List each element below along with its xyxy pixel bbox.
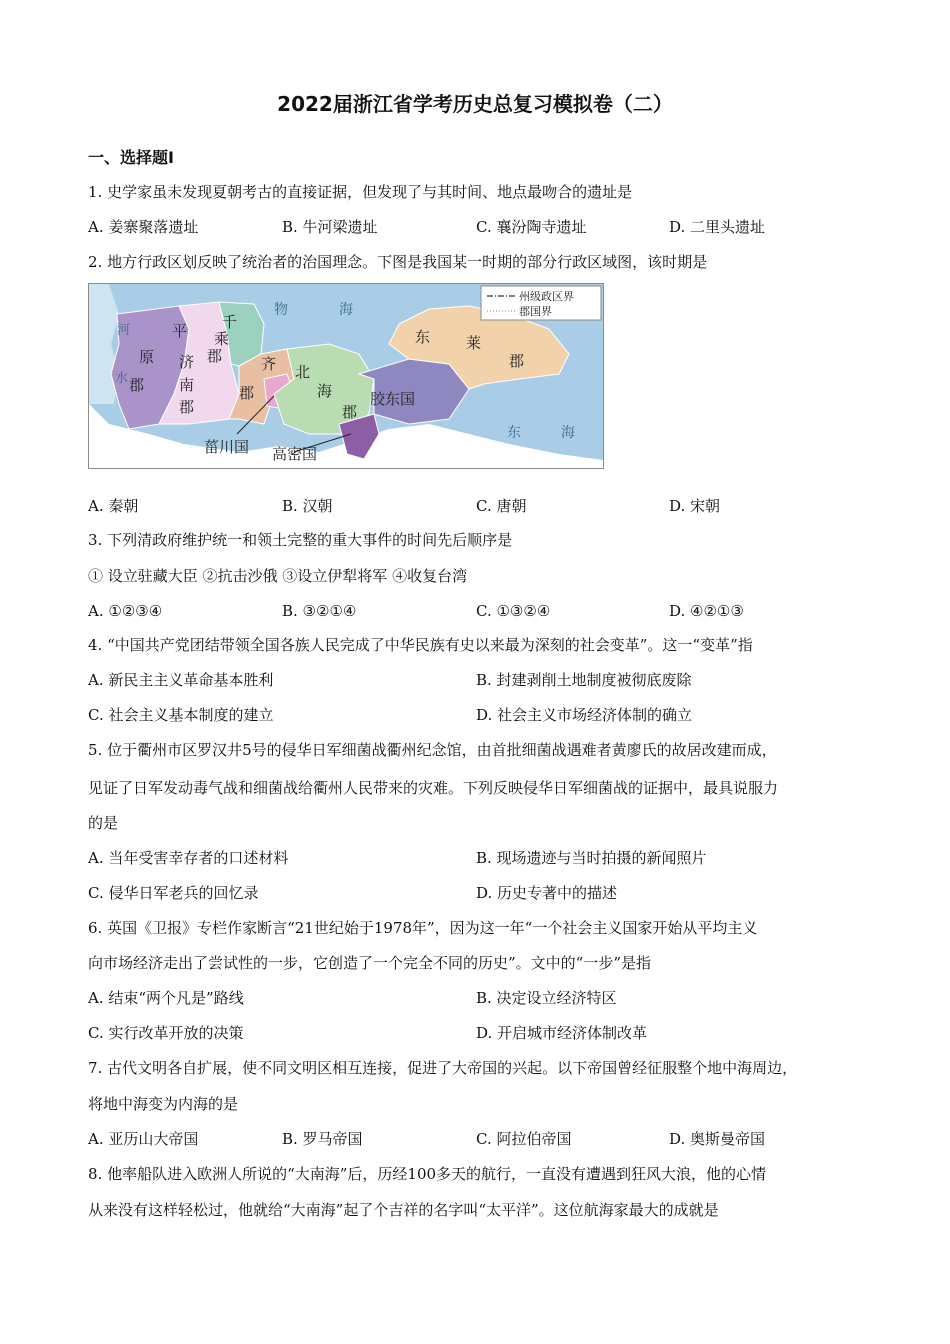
q1-option-a[interactable]: A. 姜寨聚落遗址 <box>88 218 199 236</box>
label-donghai-1: 东 <box>507 425 521 441</box>
label-qiancheng-2: 乘 <box>214 330 230 348</box>
q1-option-d[interactable]: D. 二里头遗址 <box>669 218 766 236</box>
label-bohai-2: 海 <box>339 302 353 318</box>
question-5-stem-1: 5. 位于衢州市区罗汉井5号的侵华日军细菌战衢州纪念馆，由首批细菌战遇难者黄廖氏的故居改建而成， <box>88 741 777 759</box>
question-8-stem-2: 从来没有这样轻松过，他就给“大南海”起了个吉祥的名字叫“太平洋”。这位航海家最大的成就是 <box>88 1201 719 1219</box>
question-4-stem: 4. “中国共产党团结带领全国各族人民完成了中华民族有史以来最为深刻的社会变革”。这一“变革”指 <box>88 636 753 654</box>
q5-option-b[interactable]: B. 现场遗迹与当时拍摄的新闻照片 <box>476 849 707 867</box>
label-beihai-1: 北 <box>295 363 311 381</box>
label-beihai-2: 海 <box>317 382 333 400</box>
q1-option-b[interactable]: B. 牛河梁遗址 <box>282 218 378 236</box>
q2-option-b[interactable]: B. 汉朝 <box>282 497 333 515</box>
q4-option-c[interactable]: C. 社会主义基本制度的建立 <box>88 706 274 724</box>
question-5-stem-2: 见证了日军发动毒气战和细菌战给衢州人民带来的灾难。下列反映侵华日军细菌战的证据中，最具说服力 <box>88 779 779 797</box>
q3-option-b[interactable]: B. ③②①④ <box>282 602 357 620</box>
admin-region-map <box>88 283 604 469</box>
q6-option-c[interactable]: C. 实行改革开放的决策 <box>88 1024 244 1042</box>
question-1-stem: 1. 史学家虽未发现夏朝考古的直接证据，但发现了与其时间、地点最吻合的遗址是 <box>88 183 633 201</box>
q3-option-c[interactable]: C. ①③②④ <box>476 602 551 620</box>
question-5-stem-3: 的是 <box>88 814 119 832</box>
q6-option-a[interactable]: A. 结束“两个凡是”路线 <box>88 989 244 1007</box>
label-jinan-3: 郡 <box>179 398 195 416</box>
q6-option-d[interactable]: D. 开启城市经济体制改革 <box>476 1024 648 1042</box>
label-donglai-3: 郡 <box>509 352 525 370</box>
q1-option-c[interactable]: C. 襄汾陶寺遗址 <box>476 218 587 236</box>
q5-option-a[interactable]: A. 当年受害幸存者的口述材料 <box>88 849 289 867</box>
q5-option-c[interactable]: C. 侵华日军老兵的回忆录 <box>88 884 259 902</box>
q7-option-a[interactable]: A. 亚历山大帝国 <box>88 1130 199 1148</box>
label-qi-2: 郡 <box>239 384 255 402</box>
q6-option-b[interactable]: B. 决定设立经济特区 <box>476 989 617 1007</box>
doc-title: 2022届浙江省学考历史总复习模拟卷（二） <box>277 92 673 116</box>
label-pingyuan-1: 平 <box>172 322 188 340</box>
label-donghai-2: 海 <box>561 425 575 441</box>
label-jiaodong: 胶东国 <box>370 390 416 408</box>
label-river-1: 河 <box>117 323 131 338</box>
label-pingyuan-2: 原 <box>139 348 155 366</box>
label-qiancheng-1: 千 <box>222 313 238 331</box>
q7-option-b[interactable]: B. 罗马帝国 <box>282 1130 363 1148</box>
label-jinan-2: 南 <box>179 376 195 394</box>
label-donglai-2: 莱 <box>466 334 482 352</box>
label-bohai-1: 物 <box>274 302 288 318</box>
label-qiancheng-3: 郡 <box>207 347 223 365</box>
q2-option-d[interactable]: D. 宋朝 <box>669 497 721 515</box>
legend-commandery-border: 郡国界 <box>519 305 552 318</box>
q2-option-c[interactable]: C. 唐朝 <box>476 497 527 515</box>
label-beihai-3: 郡 <box>342 403 358 421</box>
question-2-stem: 2. 地方行政区划反映了统治者的治国理念。下图是我国某一时期的部分行政区域图，该时期是 <box>88 253 708 271</box>
label-river-2: 水 <box>115 371 129 386</box>
label-qi-1: 齐 <box>261 355 277 373</box>
label-pingyuan-3: 郡 <box>129 376 145 394</box>
label-gaomi: 高密国 <box>272 445 318 463</box>
question-3-stem: 3. 下列清政府维护统一和领土完整的重大事件的时间先后顺序是 <box>88 531 513 549</box>
section-heading: 一、选择题Ⅰ <box>88 148 174 167</box>
question-3-items: ① 设立驻藏大臣 ②抗击沙俄 ③设立伊犁将军 ④收复台湾 <box>88 567 468 585</box>
q7-option-c[interactable]: C. 阿拉伯帝国 <box>476 1130 572 1148</box>
q7-option-d[interactable]: D. 奥斯曼帝国 <box>669 1130 766 1148</box>
q4-option-a[interactable]: A. 新民主主义革命基本胜利 <box>88 671 274 689</box>
question-7-stem-1: 7. 古代文明各自扩展，使不同文明区相互连接，促进了大帝国的兴起。以下帝国曾经征服整个地中海周边， <box>88 1059 798 1077</box>
q4-option-d[interactable]: D. 社会主义市场经济体制的确立 <box>476 706 693 724</box>
legend-prefecture-border: 州级政区界 <box>519 290 574 303</box>
q5-option-d[interactable]: D. 历史专著中的描述 <box>476 884 618 902</box>
q3-option-a[interactable]: A. ①②③④ <box>88 602 163 620</box>
q3-option-d[interactable]: D. ④②①③ <box>669 602 744 620</box>
question-6-stem-2: 向市场经济走出了尝试性的一步，它创造了一个完全不同的历史”。文中的“一步”是指 <box>88 954 652 972</box>
q4-option-b[interactable]: B. 封建剥削土地制度被彻底废除 <box>476 671 692 689</box>
q2-option-a[interactable]: A. 秦朝 <box>88 497 139 515</box>
label-donglai-1: 东 <box>415 328 431 346</box>
label-zichuan: 菑川国 <box>204 438 250 456</box>
question-7-stem-2: 将地中海变为内海的是 <box>88 1095 239 1113</box>
label-jinan-1: 济 <box>179 353 195 371</box>
question-8-stem-1: 8. 他率船队进入欧洲人所说的“大南海”后，历经100多天的航行，一直没有遭遇到狂风大浪，他的心情 <box>88 1165 767 1183</box>
question-6-stem-1: 6. 英国《卫报》专栏作家断言“21世纪始于1978年”，因为这一年“一个社会主义国家开始从平均主义 <box>88 919 758 937</box>
